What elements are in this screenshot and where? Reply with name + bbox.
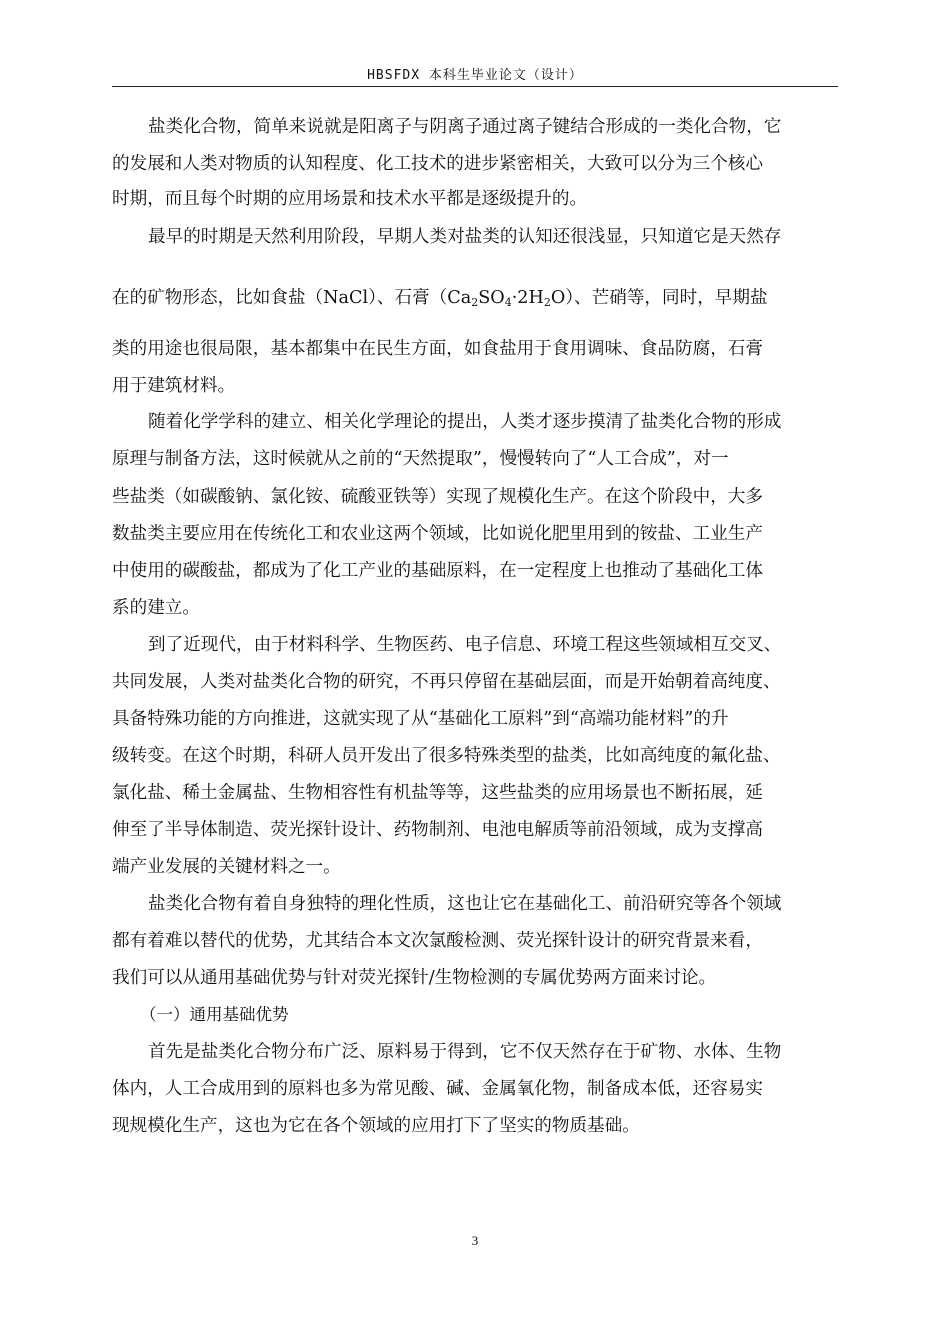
section-heading: （一）通用基础优势 (140, 1005, 289, 1024)
paragraph-line-formula: 在的矿物形态，比如食盐（NaCl）、石膏$(Ca_2SO_4\cdot 2H_2O)$、芒硝等，同时，早期盐 (112, 288, 768, 309)
paragraph-line: 伸至了半导体制造、荧光探针设计、药物制剂、电池电解质等前沿领域，成为支撑高 (112, 820, 763, 840)
paragraph-line: 共同发展，人类对盐类化合物的研究，不再只停留在基础层面，而是开始朝着高纯度、 (112, 672, 781, 692)
page-header: HBSFDX 本科生毕业论文（设计） (367, 68, 583, 83)
paragraph-line: 类的用途也很局限，基本都集中在民生方面，如食盐用于食用调味、食品防腐，石膏 (112, 339, 763, 359)
paragraph-line: 用于建筑材料。 (112, 376, 236, 396)
paragraph-line: 数盐类主要应用在传统化工和农业这两个领域，比如说化肥里用到的铵盐、工业生产 (112, 524, 763, 544)
paragraph-line: 些盐类（如碳酸钠、氯化铵、硫酸亚铁等）实现了规模化生产。在这个阶段中，大多 (112, 487, 763, 507)
paragraph-line: 原理与制备方法，这时候就从之前的“天然提取”，慢慢转向了“人工合成”，对一 (112, 449, 729, 469)
paragraph-line: 首先是盐类化合物分布广泛、原料易于得到，它不仅天然存在于矿物、水体、生物 (148, 1042, 782, 1062)
paragraph-line: 中使用的碳酸盐，都成为了化工产业的基础原料，在一定程度上也推动了基础化工体 (112, 561, 763, 581)
paragraph-line: 时期，而且每个时期的应用场景和技术水平都是逐级提升的。 (112, 189, 588, 209)
paragraph-line: 到了近现代，由于材料科学、生物医药、电子信息、环境工程这些领域相互交叉、 (148, 635, 782, 655)
paragraph-line: 都有着难以替代的优势，尤其结合本文次氯酸检测、荧光探针设计的研究背景来看， (112, 931, 763, 951)
header-rule (112, 86, 838, 87)
paragraph-line: 我们可以从通用基础优势与针对荧光探针/生物检测的专属优势两方面来讨论。 (112, 968, 717, 988)
paragraph-line: 盐类化合物，简单来说就是阳离子与阴离子通过离子键结合形成的一类化合物，它 (148, 117, 782, 137)
paragraph-line: 体内，人工合成用到的原料也多为常见酸、碱、金属氧化物，制备成本低，还容易实 (112, 1079, 763, 1099)
paragraph-line: 盐类化合物有着自身独特的理化性质，这也让它在基础化工、前沿研究等各个领域 (148, 894, 782, 914)
page-number: 3 (471, 1233, 479, 1248)
paragraph-line: 级转变。在这个时期，科研人员开发出了很多特殊类型的盐类，比如高纯度的氟化盐、 (112, 746, 781, 766)
paragraph-line: 最早的时期是天然利用阶段，早期人类对盐类的认知还很浅显，只知道它是天然存 (148, 227, 782, 247)
paragraph-line: 现规模化生产，这也为它在各个领域的应用打下了坚实的物质基础。 (112, 1116, 640, 1136)
paragraph-line: 随着化学学科的建立、相关化学理论的提出，人类才逐步摸清了盐类化合物的形成 (148, 412, 782, 432)
paragraph-line: 氯化盐、稀土金属盐、生物相容性有机盐等等，这些盐类的应用场景也不断拓展，延 (112, 783, 763, 803)
paragraph-line: 具备特殊功能的方向推进，这就实现了从“基础化工原料”到“高端功能材料”的升 (112, 709, 729, 729)
paragraph-line: 系的建立。 (112, 598, 200, 618)
paragraph-line: 的发展和人类对物质的认知程度、化工技术的进步紧密相关，大致可以分为三个核心 (112, 154, 763, 174)
paragraph-line: 端产业发展的关键材料之一。 (112, 857, 341, 877)
